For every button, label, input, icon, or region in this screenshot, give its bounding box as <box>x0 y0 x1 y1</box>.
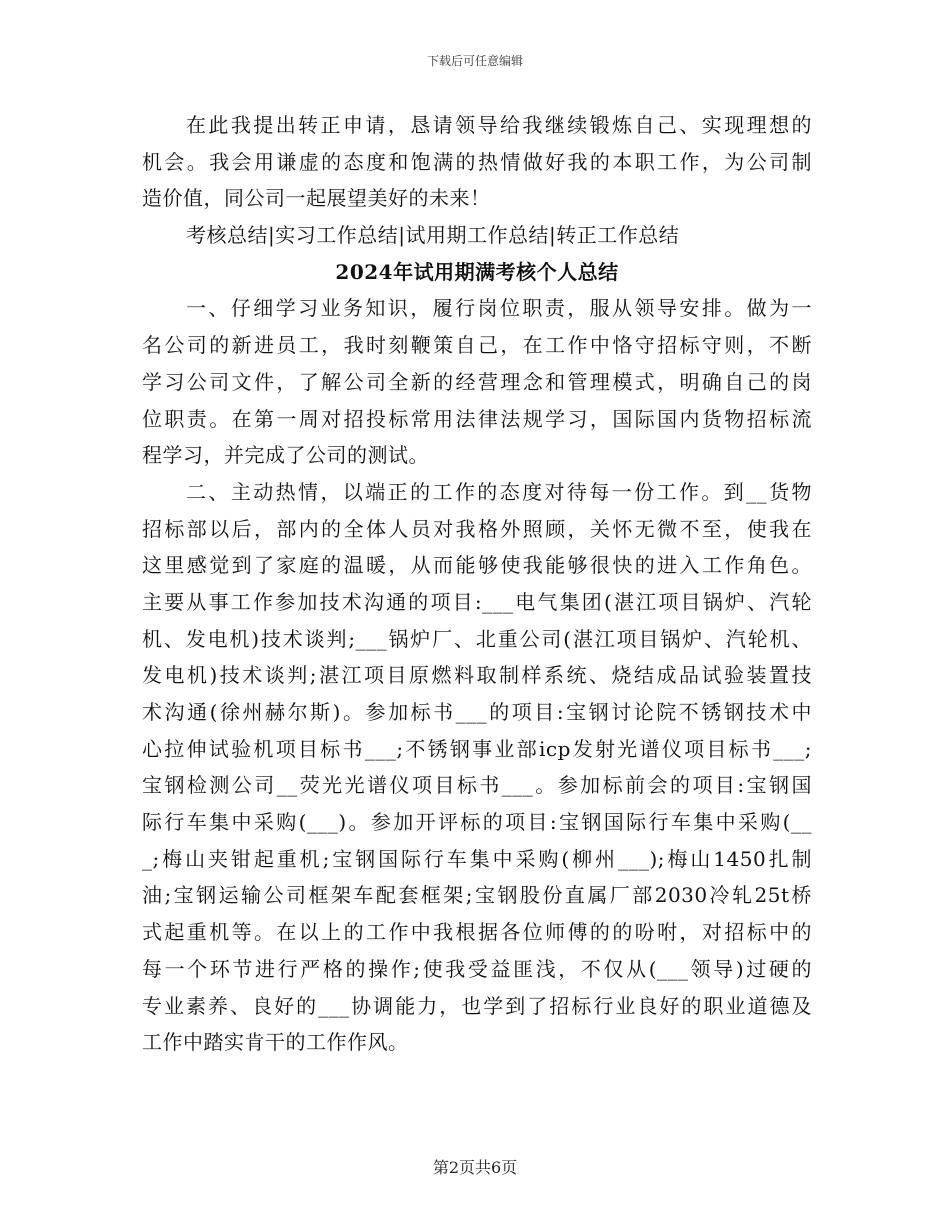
page-number: 第2页共6页 <box>432 1158 518 1177</box>
paragraph-line: 主要从事工作参加技术沟通的项目:___电气集团(湛江项目锅炉、汽轮 <box>142 589 812 614</box>
paragraph-line: 位职责。在第一周对招投标常用法律法规学习，国际国内货物招标流 <box>142 406 812 431</box>
paragraph-line: 每一个环节进行严格的操作;使我受益匪浅，不仅从(___领导)过硬的 <box>142 956 812 981</box>
paragraph-line: 油;宝钢运输公司框架车配套框架;宝钢股份直属厂部2030冷轧25t桥 <box>142 883 812 908</box>
page-header-note: 下载后可任意编辑 <box>426 54 523 68</box>
document-title: 2024年试用期满考核个人总结 <box>335 259 619 284</box>
paragraph-line: 际行车集中采购(___)。参加开评标的项目:宝钢国际行车集中采购(__ <box>142 810 812 835</box>
paragraph-line: 式起重机等。在以上的工作中我根据各位师傅的的吩咐，对招标中的 <box>142 920 812 945</box>
paragraph-line: 招标部以后，部内的全体人员对我格外照顾，关怀无微不至，使我在 <box>142 516 812 541</box>
paragraph-line: _;梅山夹钳起重机;宝钢国际行车集中采购(柳州___);梅山1450扎制 <box>142 846 812 871</box>
document-body <box>142 107 812 1061</box>
paragraph-line: 机、发电机)技术谈判;___锅炉厂、北重公司(湛江项目锅炉、汽轮机、 <box>142 626 812 651</box>
paragraph-line: 学习公司文件，了解公司全新的经营理念和管理模式，明确自己的岗 <box>142 369 812 394</box>
paragraph-line: 一、仔细学习业务知识，履行岗位职责，服从领导安排。做为一 <box>186 296 812 321</box>
paragraph-line: 二、主动热情，以端正的工作的态度对待每一份工作。到__货物 <box>186 479 812 504</box>
paragraph-line: 程学习，并完成了公司的测试。 <box>142 443 429 468</box>
paragraph-line: 工作中踏实肯干的工作作风。 <box>142 1030 409 1055</box>
paragraph-line: 心拉伸试验机项目标书___;不锈钢事业部icp发射光谱仪项目标书___; <box>142 736 812 761</box>
paragraph-line: 名公司的新进员工，我时刻鞭策自己，在工作中恪守招标守则，不断 <box>142 333 812 358</box>
paragraph-line: 术沟通(徐州赫尔斯)。参加标书___的项目:宝钢讨论院不锈钢技术中 <box>142 700 812 724</box>
paragraph-line: 机会。我会用谦虚的态度和饱满的热情做好我的本职工作，为公司制 <box>142 149 812 174</box>
paragraph-line: 造价值，同公司一起展望美好的未来！ <box>142 186 491 211</box>
paragraph-line: 宝钢检测公司__荧光光谱仪项目标书___。参加标前会的项目:宝钢国 <box>142 773 812 798</box>
paragraph-line: 考核总结|实习工作总结|试用期工作总结|转正工作总结 <box>186 223 680 248</box>
paragraph-line: 专业素养、良好的___协调能力，也学到了招标行业良好的职业道德及 <box>142 993 812 1018</box>
paragraph-line: 在此我提出转正申请，恳请领导给我继续锻炼自己、实现理想的 <box>186 113 812 137</box>
paragraph-line: 发电机)技术谈判;湛江项目原燃料取制样系统、烧结成品试验装置技 <box>142 663 812 688</box>
paragraph-line: 这里感觉到了家庭的温暖，从而能够使我能够很快的进入工作角色。 <box>142 553 812 578</box>
